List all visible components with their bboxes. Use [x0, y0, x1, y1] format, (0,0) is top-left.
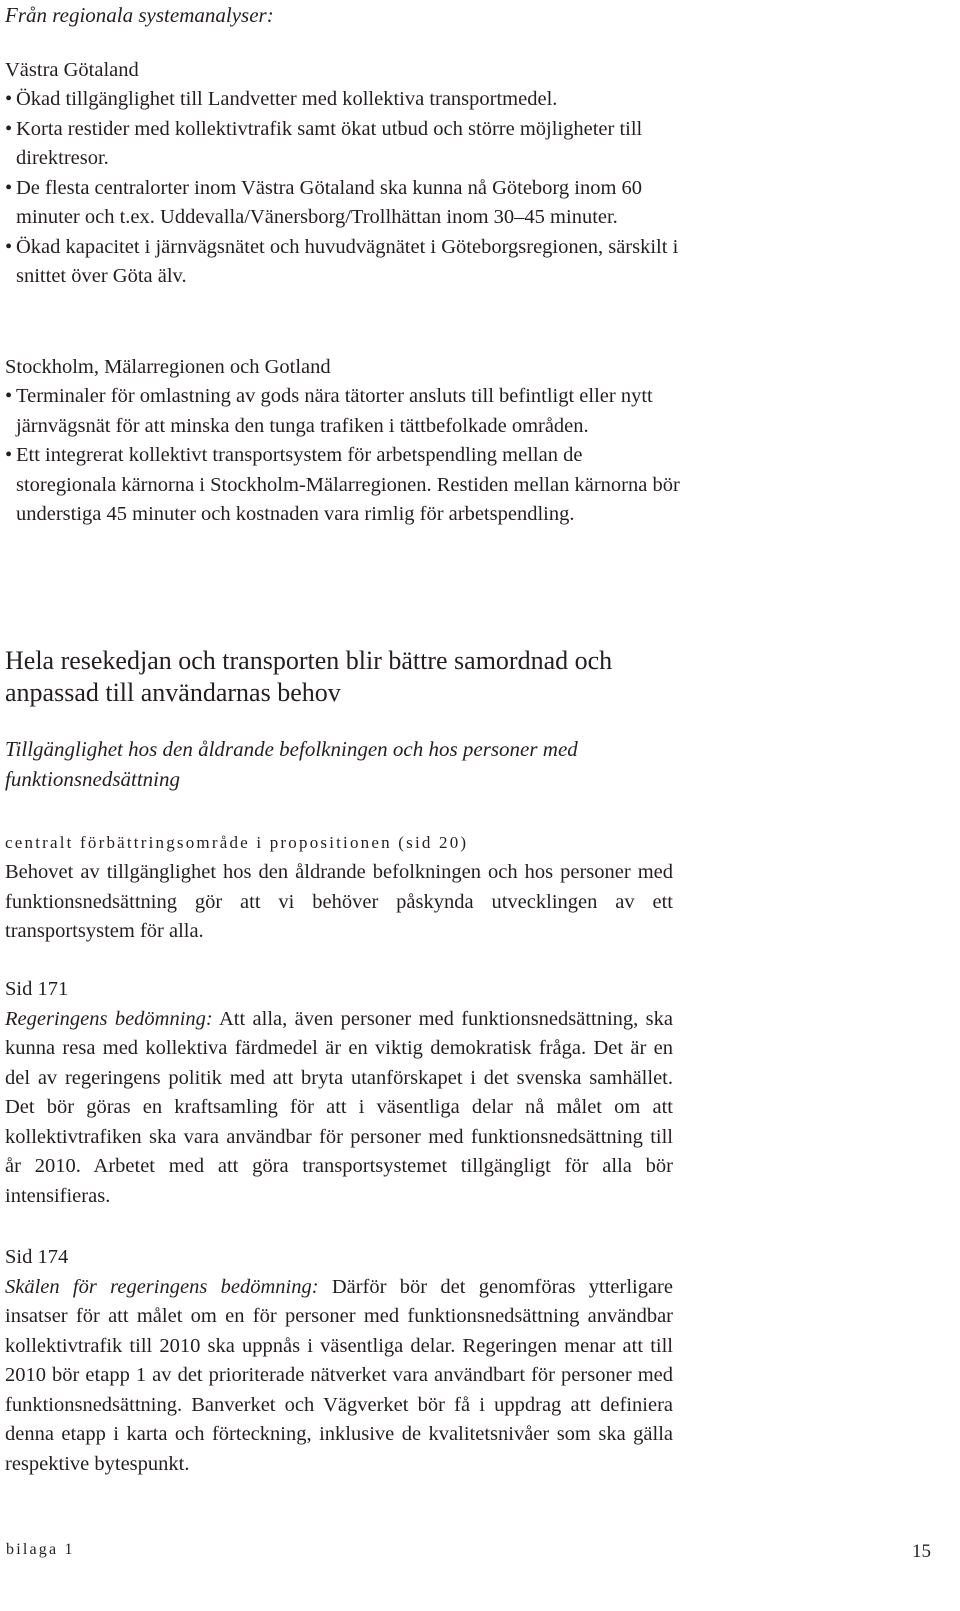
- bullet-dot-icon: •: [5, 88, 13, 110]
- improvement-area-label: centralt förbättringsområde i propositionen (sid 20): [5, 833, 469, 852]
- section-subheading: Tillgänglighet hos den åldrande befolkningen och hos personer med funktionsnedsättning: [5, 737, 578, 791]
- page-number: 15: [912, 1541, 931, 1562]
- region-title: Stockholm, Mälarregionen och Gotland: [5, 356, 331, 378]
- sid-paragraph: [5, 1273, 673, 1480]
- bullet-text: Ökad tillgänglighet till Landvetter med kollektiva transportmedel.: [16, 88, 558, 110]
- bullet-item: [5, 85, 685, 115]
- sid-paragraph: [5, 1005, 673, 1212]
- bullet-dot-icon: •: [5, 176, 13, 199]
- sid-label: Sid 174: [5, 1246, 69, 1268]
- sid-text: Därför bör det genomföras ytterligare insatser för att målet om en för personer med funktionsnedsättning användbar kollektivtrafik till 2010 ska uppnås i väsentliga delar. Regeringen menar att till 2010 bör etapp 1 av det prioriterade nätverket vara användbart för personer med funktionsnedsättning. Banverket och Vägverket bör få i uppdrag att definiera denna etapp i karta och förteckning, inklusive de kvalitetsnivåer som ska gälla respektive bytespunkt.: [5, 1275, 673, 1475]
- sid-lead: Regeringens bedömning:: [5, 1007, 213, 1030]
- bullet-item: [5, 233, 685, 292]
- bullet-text: Ökad kapacitet i järnvägsnätet och huvudvägnätet i Göteborgsregionen, särskilt i snittet över Göta älv.: [16, 235, 679, 287]
- bullet-item: [5, 382, 685, 441]
- sid-174-block: [5, 1243, 673, 1479]
- region-title: Västra Götaland: [5, 59, 139, 81]
- bullet-dot-icon: •: [5, 235, 13, 258]
- intro-line: Från regionala systemanalyser:: [5, 3, 274, 27]
- bullet-dot-icon: •: [5, 117, 13, 140]
- bullet-text: Ett integrerat kollektivt transportsystem för arbetspendling mellan de storegionala kärnorna i Stockholm-Mälarregionen. Restiden mellan kärnorna bör understiga 45 minuter och kostnaden vara rimlig för arbetspendling.: [16, 444, 680, 525]
- bullet-item: [5, 441, 685, 530]
- region-vastra-gotaland: [5, 56, 685, 292]
- bullet-text: Korta restider med kollektivtrafik samt ökat utbud och större möjligheter till direktresor.: [16, 117, 643, 169]
- footer-appendix-label: bilaga 1: [6, 1541, 75, 1558]
- bullet-dot-icon: •: [5, 444, 13, 466]
- bullet-item: [5, 174, 685, 233]
- behov-paragraph: Behovet av tillgänglighet hos den åldrande befolkningen och hos personer med funktionsnedsättning gör att vi behöver påskynda utvecklingen av ett transportsystem för alla.: [5, 861, 673, 942]
- bullet-dot-icon: •: [5, 385, 13, 407]
- sid-lead: Skälen för regeringens bedömning:: [5, 1275, 319, 1298]
- sid-text: Att alla, även personer med funktionsnedsättning, ska kunna resa med kollektiva färdmedel är en viktig demokratisk fråga. Det är en del av regeringens politik med att bryta utanförskapet i det svenska samhället. Det bör göras en kraftsamling för att i väsentliga delar nå målet om att kollektivtrafiken ska vara användbar för personer med funktionsnedsättning till år 2010. Arbetet med att göra transportsystemet tillgängligt för alla bör intensifieras.: [5, 1007, 673, 1207]
- bullet-text: Terminaler för omlastning av gods nära tätorter ansluts till befintligt eller nytt järnvägsnät för att minska den tunga trafiken i tättbefolkade områden.: [16, 385, 653, 437]
- sid-label: Sid 171: [5, 978, 69, 1000]
- section-heading: Hela resekedjan och transporten blir bättre samordnad och anpassad till användarnas behov: [5, 646, 613, 707]
- sid-171-block: [5, 975, 673, 1211]
- bullet-item: [5, 115, 685, 174]
- bullet-text: De flesta centralorter inom Västra Götaland ska kunna nå Göteborg inom 60 minuter och t.ex. Uddevalla/Vänersborg/Trollhättan inom 30–45 minuter.: [16, 176, 643, 228]
- region-stockholm: [5, 353, 685, 530]
